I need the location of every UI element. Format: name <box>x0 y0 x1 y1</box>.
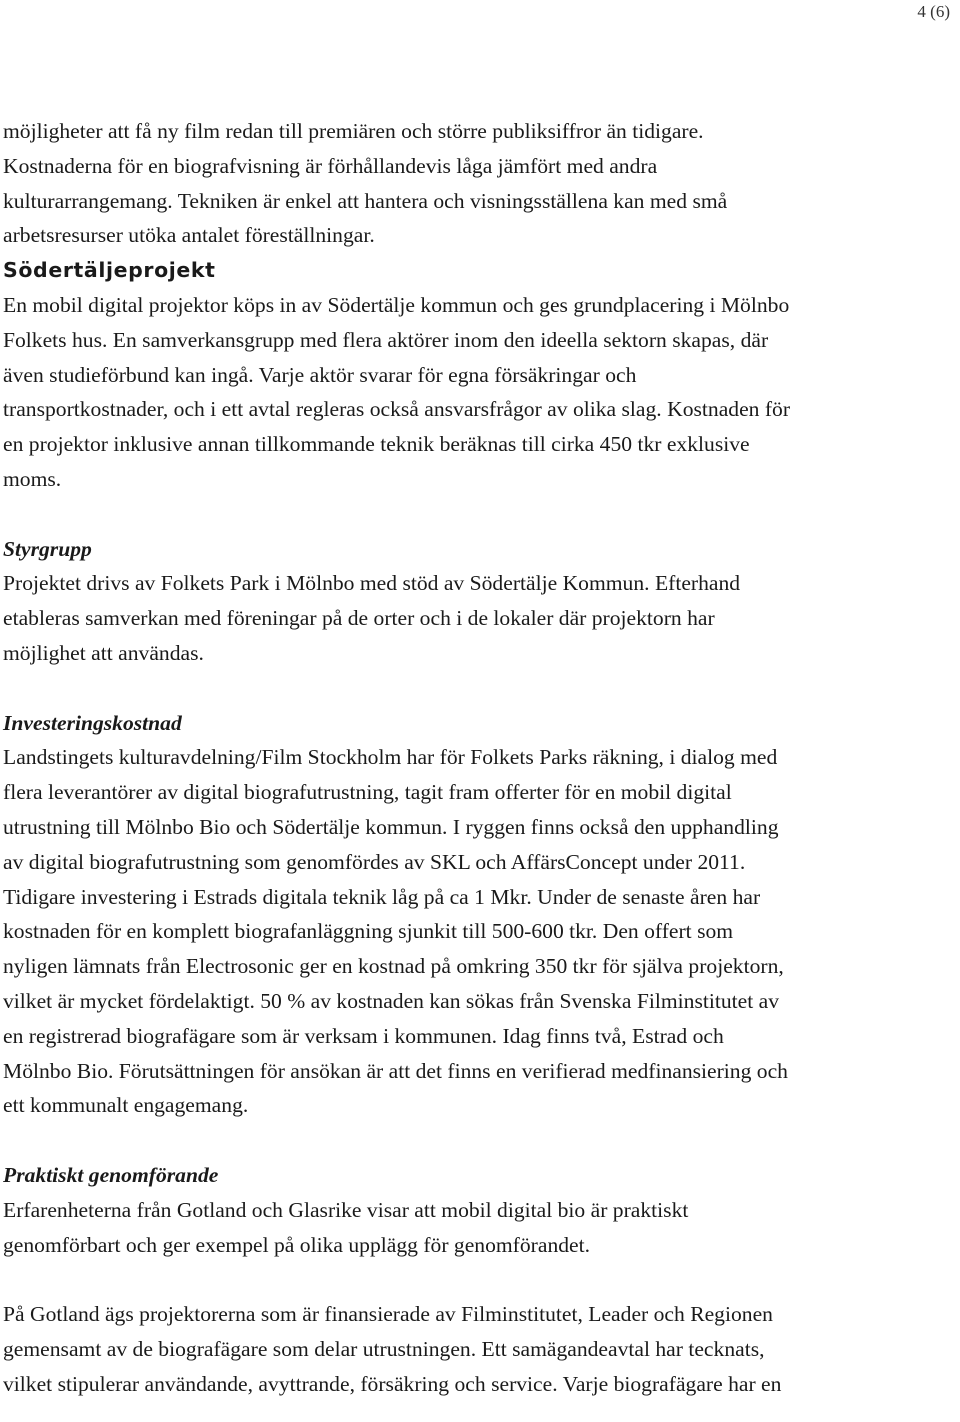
section-heading-investeringskostnad: Investeringskostnad <box>3 710 182 735</box>
text-line: en registrerad biografägare som är verksam i kommunen. Idag finns två, Estrad och <box>3 1023 724 1048</box>
gotland-paragraph <box>3 1297 948 1401</box>
investering-paragraph <box>3 740 948 1123</box>
text-line: Landstingets kulturavdelning/Film Stockholm har för Folkets Parks räkning, i dialog med <box>3 745 778 770</box>
text-line: kostnaden för en komplett biografanläggning sjunkit till 500-600 tkr. Den offert som <box>3 919 734 944</box>
text-line: En mobil digital projektor köps in av Södertälje kommun och ges grundplacering i Mölnbo <box>3 292 790 317</box>
section-heading-styrgrupp: Styrgrupp <box>3 536 92 561</box>
text-line: ett kommunalt engagemang. <box>3 1093 249 1118</box>
text-line: en projektor inklusive annan tillkommande teknik beräknas till cirka 450 tkr exklusive <box>3 432 750 457</box>
text-line: möjligheter att få ny film redan till premiären och större publiksiffror än tidigare. <box>3 119 704 143</box>
text-line: vilket stipulerar användande, avyttrande, försäkring och service. Varje biografägare har en <box>3 1371 782 1396</box>
page-number: 4 (6) <box>917 2 950 21</box>
sodertalje-paragraph <box>3 288 948 497</box>
paragraph-spacer <box>3 1123 948 1158</box>
text-line: Folkets hus. En samverkansgrupp med flera aktörer inom den ideella sektorn skapas, där <box>3 327 769 352</box>
text-line: genomförbart och ger exempel på olika upplägg för genomförandet. <box>3 1232 591 1257</box>
section-heading-praktiskt-genomforande: Praktiskt genomförande <box>3 1162 219 1187</box>
text-line: arbetsresurser utöka antalet föreställningar. <box>3 223 375 248</box>
text-line: även studieförbund kan ingå. Varje aktör svarar för egna försäkringar och <box>3 362 637 387</box>
text-line: Kostnaderna för en biografvisning är förhållandevis låga jämfört med andra <box>3 153 658 178</box>
text-line: Mölnbo Bio. Förutsättningen för ansökan är att det finns en verifierad medfinansiering och <box>3 1058 788 1083</box>
paragraph-spacer <box>3 671 948 706</box>
praktiskt-paragraph <box>3 1193 948 1263</box>
text-line: av digital biografutrustning som genomfördes av SKL och AffärsConcept under 2011. <box>3 849 746 874</box>
text-line: nyligen lämnats från Electrosonic ger en kostnad på omkring 350 tkr för själva projektorn, <box>3 954 784 979</box>
document-body <box>3 114 948 1401</box>
text-line: gemensamt av de biografägare som delar utrustningen. Ett samägandeavtal har tecknats, <box>3 1336 765 1361</box>
text-line: etableras samverkan med föreningar på de orter och i de lokaler där projektorn har <box>3 606 715 631</box>
text-line: moms. <box>3 466 62 491</box>
text-line: möjlighet att användas. <box>3 640 204 665</box>
text-line: Erfarenheterna från Gotland och Glasrike visar att mobil digital bio är praktiskt <box>3 1197 689 1222</box>
text-line: kulturarrangemang. Tekniken är enkel att hantera och visningsställena kan med små <box>3 188 728 213</box>
paragraph-spacer <box>3 497 948 532</box>
text-line: vilket är mycket fördelaktigt. 50 % av kostnaden kan sökas från Svenska Filminstitutet av <box>3 988 780 1013</box>
text-line: På Gotland ägs projektorerna som är finansierade av Filminstitutet, Leader och Regionen <box>3 1302 773 1327</box>
styrgrupp-paragraph <box>3 566 948 670</box>
text-line: transportkostnader, och i ett avtal regleras också ansvarsfrågor av olika slag. Kostnaden för <box>3 397 791 422</box>
paragraph-spacer <box>3 1262 948 1297</box>
text-line: Tidigare investering i Estrads digitala teknik låg på ca 1 Mkr. Under de senaste åren har <box>3 884 761 909</box>
text-line: flera leverantörer av digital biografutrustning, tagit fram offerter för en mobil digital <box>3 780 732 805</box>
section-heading-sodertaljeprojekt: Södertäljeprojekt <box>3 258 216 283</box>
intro-paragraph <box>3 114 948 253</box>
text-line: utrustning till Mölnbo Bio och Södertälje kommun. I ryggen finns också den upphandling <box>3 814 779 839</box>
text-line: Projektet drivs av Folkets Park i Mölnbo med stöd av Södertälje Kommun. Efterhand <box>3 571 741 596</box>
